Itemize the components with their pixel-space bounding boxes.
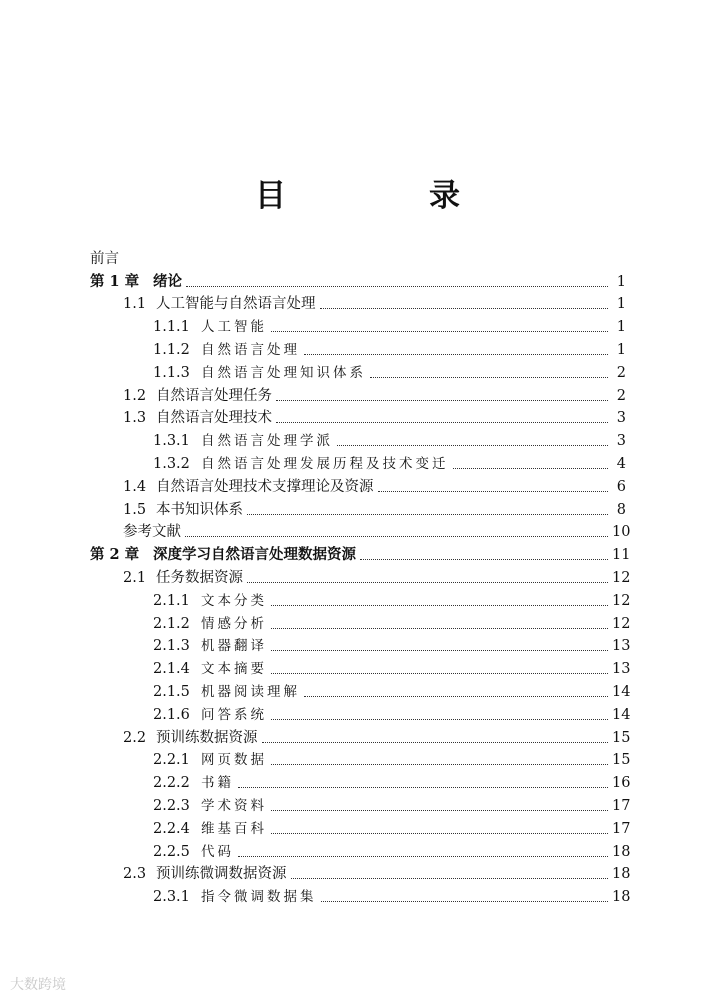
toc-entry-number: 1.1.1 xyxy=(153,319,190,336)
toc-entry-label: 维基百科 xyxy=(201,820,267,837)
toc-entry[interactable] xyxy=(90,450,626,473)
toc-entry-number: 2.1.4 xyxy=(153,661,190,678)
toc-entry-label: 深度学习自然语言处理数据资源 xyxy=(153,546,356,564)
toc-entry-number: 2.1.3 xyxy=(153,638,190,655)
toc-entry-page: 6 xyxy=(616,478,626,495)
toc-entry-number: 2.2.1 xyxy=(153,752,190,769)
toc-entry[interactable] xyxy=(90,769,631,792)
toc-entry-label: 机器翻译 xyxy=(201,638,267,655)
toc-entry-label: 指令微调数据集 xyxy=(201,889,317,906)
dot-leader xyxy=(304,696,608,697)
toc-entry[interactable] xyxy=(90,587,631,610)
page-title: 目 录 xyxy=(255,178,516,214)
toc-entry-page: 17 xyxy=(612,820,631,837)
toc-entry-page: 1 xyxy=(616,319,626,336)
toc-entry[interactable] xyxy=(90,678,631,701)
toc-entry-label: 文本摘要 xyxy=(201,661,267,678)
toc-entry-label: 绪论 xyxy=(153,272,182,290)
toc-entry[interactable] xyxy=(90,405,626,428)
toc-entry-page: 15 xyxy=(612,729,631,746)
toc-entry[interactable] xyxy=(90,359,626,382)
toc-entry-page: 2 xyxy=(616,387,626,404)
toc-entry-number: 1.5 xyxy=(123,501,147,518)
toc-entry[interactable] xyxy=(90,268,626,291)
toc-entry-page: 3 xyxy=(616,433,626,450)
dot-leader xyxy=(271,719,608,720)
toc-entry-page: 8 xyxy=(616,501,626,518)
toc-entry-number: 1.3.1 xyxy=(153,433,190,450)
toc-entry[interactable] xyxy=(90,541,631,564)
toc-entry-label: 本书知识体系 xyxy=(156,501,243,518)
toc-entry[interactable] xyxy=(90,655,631,678)
toc-entry-label: 网页数据 xyxy=(201,752,267,769)
watermark-text: 大数跨境 xyxy=(10,977,66,993)
dot-leader xyxy=(304,354,608,355)
dot-leader xyxy=(271,673,608,674)
toc-entry[interactable] xyxy=(90,883,631,906)
dot-leader xyxy=(271,605,608,606)
toc-entry-label: 自然语言处理技术 xyxy=(156,410,272,427)
toc-entry-page: 18 xyxy=(612,843,631,860)
toc-entry[interactable] xyxy=(90,427,626,450)
toc-entry-label: 任务数据资源 xyxy=(156,569,243,586)
toc-entry-number: 2.2 xyxy=(123,729,147,746)
toc-entry[interactable] xyxy=(90,724,631,747)
dot-leader xyxy=(238,787,608,788)
dot-leader xyxy=(185,536,608,537)
toc-entry-label: 自然语言处理 xyxy=(201,341,300,358)
toc-entry[interactable] xyxy=(90,701,631,724)
toc-entry[interactable] xyxy=(90,473,626,496)
toc-entry-number: 2.2.2 xyxy=(153,775,190,792)
dot-leader xyxy=(271,650,608,651)
toc-entry-label: 人工智能 xyxy=(201,319,267,336)
dot-leader xyxy=(262,742,609,743)
toc-entry-number: 2.1 xyxy=(123,569,147,586)
toc-entry-number: 2.1.5 xyxy=(153,683,190,700)
dot-leader xyxy=(238,856,608,857)
toc-entry-page: 1 xyxy=(616,296,626,313)
toc-entry-label: 自然语言处理学派 xyxy=(201,433,333,450)
toc-entry[interactable] xyxy=(90,313,626,336)
toc-entry-label: 预训练微调数据资源 xyxy=(156,866,287,883)
toc-entry-page: 12 xyxy=(612,569,631,586)
toc-entry-label: 问答系统 xyxy=(201,706,267,723)
toc-entry-number: 1.4 xyxy=(123,478,147,495)
toc-entry-label: 自然语言处理发展历程及技术变迁 xyxy=(201,455,449,472)
dot-leader xyxy=(321,901,609,902)
toc-entry-number: 1.1.2 xyxy=(153,341,190,358)
toc-entry-page: 1 xyxy=(616,273,626,290)
toc-entry-page: 18 xyxy=(612,866,631,883)
toc-entry-number: 1.3.2 xyxy=(153,455,190,472)
dot-leader xyxy=(247,514,608,515)
toc-entry-number: 2.2.4 xyxy=(153,820,190,837)
toc-entry-page: 14 xyxy=(612,683,631,700)
toc-entry-label: 前言 xyxy=(90,250,119,267)
toc-entry-number: 2.2.3 xyxy=(153,797,190,814)
toc-entry-number: 1.2 xyxy=(123,387,147,404)
toc-entry[interactable] xyxy=(90,633,631,656)
toc-entry-number: 第 2 章 xyxy=(90,546,140,564)
toc-entry-page: 16 xyxy=(612,775,631,792)
dot-leader xyxy=(271,810,608,811)
toc-entry-number: 2.1.6 xyxy=(153,706,190,723)
toc-entry-page: 1 xyxy=(616,341,626,358)
dot-leader xyxy=(453,468,609,469)
toc-entry-page: 3 xyxy=(616,410,626,427)
toc-entry-label: 预训练数据资源 xyxy=(156,729,258,746)
dot-leader xyxy=(186,286,608,287)
dot-leader xyxy=(291,878,609,879)
toc-entry-number: 1.1 xyxy=(123,296,147,313)
toc-entry[interactable] xyxy=(90,792,631,815)
toc-entry[interactable] xyxy=(90,336,626,359)
toc-entry-label: 人工智能与自然语言处理 xyxy=(156,296,316,313)
toc-entry-page: 13 xyxy=(612,661,631,678)
dot-leader xyxy=(247,582,608,583)
toc-entry-number: 1.3 xyxy=(123,410,147,427)
toc-entry[interactable] xyxy=(90,245,626,268)
dot-leader xyxy=(378,491,609,492)
dot-leader xyxy=(271,764,608,765)
dot-leader xyxy=(271,331,608,332)
toc-entry[interactable] xyxy=(90,610,631,633)
toc-entry-label: 情感分析 xyxy=(201,615,267,632)
toc-entry-label: 书籍 xyxy=(201,775,234,792)
toc-entry-number: 2.3 xyxy=(123,866,147,883)
toc-entry-label: 机器阅读理解 xyxy=(201,683,300,700)
toc-entry-label: 学术资料 xyxy=(201,797,267,814)
toc-entry-label: 参考文献 xyxy=(123,524,181,541)
dot-leader xyxy=(360,559,608,560)
toc-entry[interactable] xyxy=(90,815,631,838)
dot-leader xyxy=(370,377,608,378)
toc-entry-page: 12 xyxy=(612,615,631,632)
toc-entry[interactable] xyxy=(90,291,626,314)
dot-leader xyxy=(271,833,608,834)
toc-entry-label: 文本分类 xyxy=(201,592,267,609)
toc-entry-page: 15 xyxy=(612,752,631,769)
toc-entry[interactable] xyxy=(90,838,631,861)
toc-entry[interactable] xyxy=(90,747,631,770)
toc-entry-page: 12 xyxy=(612,592,631,609)
toc-entry[interactable] xyxy=(90,382,626,405)
toc-entry-label: 自然语言处理技术支撑理论及资源 xyxy=(156,478,374,495)
toc-entry-page: 18 xyxy=(612,889,631,906)
toc-entry-page: 2 xyxy=(616,364,626,381)
toc-entry-page: 14 xyxy=(612,706,631,723)
toc-entry-label: 代码 xyxy=(201,843,234,860)
toc-entry-page: 10 xyxy=(612,524,631,541)
toc-entry-number: 2.1.2 xyxy=(153,615,190,632)
toc-entry[interactable] xyxy=(90,861,631,884)
toc-entry-page: 4 xyxy=(616,455,626,472)
toc-entry-page: 17 xyxy=(612,797,631,814)
toc-entry-number: 2.1.1 xyxy=(153,592,190,609)
toc-entry-label: 自然语言处理知识体系 xyxy=(201,364,366,381)
toc-entry[interactable] xyxy=(90,564,631,587)
dot-leader xyxy=(276,422,608,423)
dot-leader xyxy=(276,400,608,401)
toc-entry-page: 13 xyxy=(612,638,631,655)
toc-entry-number: 1.1.3 xyxy=(153,364,190,381)
toc-entry-number: 2.2.5 xyxy=(153,843,190,860)
toc-entry-page: 11 xyxy=(612,547,631,564)
toc-entry[interactable] xyxy=(90,519,631,542)
toc-entry-label: 自然语言处理任务 xyxy=(156,387,272,404)
dot-leader xyxy=(337,445,608,446)
dot-leader xyxy=(320,308,609,309)
toc-entry[interactable] xyxy=(90,496,626,519)
toc-entry-number: 2.3.1 xyxy=(153,889,190,906)
toc-entry-number: 第 1 章 xyxy=(90,272,140,290)
dot-leader xyxy=(271,628,608,629)
